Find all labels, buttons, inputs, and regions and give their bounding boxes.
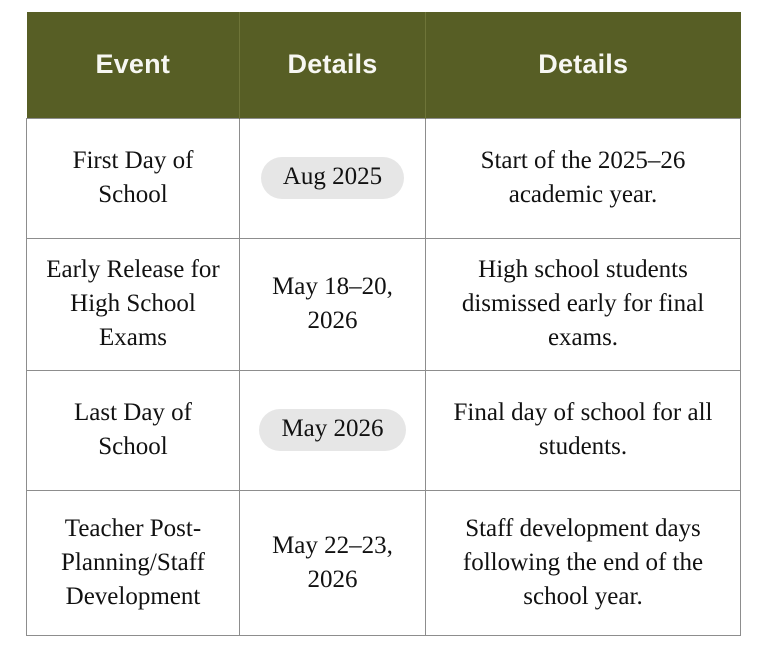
column-header-event: Event [27, 12, 240, 118]
cell-event-date [240, 490, 426, 635]
cell-event-description: Final day of school for all students. [426, 370, 741, 490]
table-header [27, 12, 741, 118]
schedule-table-container [26, 12, 740, 636]
cell-event-date [240, 370, 426, 490]
cell-event-description: Staff development days following the end of the school year. [426, 490, 741, 635]
cell-event-name: Teacher Post-Planning/Staff Development [27, 490, 240, 635]
table-row [27, 238, 741, 370]
table-header-row [27, 12, 741, 118]
cell-event-description: High school students dismissed early for final exams. [426, 238, 741, 370]
cell-event-name: Early Release for High School Exams [27, 238, 240, 370]
date-pill-badge: Aug 2025 [261, 157, 404, 199]
cell-event-date [240, 238, 426, 370]
cell-event-date [240, 118, 426, 238]
date-text: May 18–20, 2026 [272, 273, 393, 334]
school-calendar-table [26, 12, 741, 636]
date-pill-badge: May 2026 [259, 409, 405, 451]
date-text: May 22–23, 2026 [272, 531, 393, 593]
column-header-details-date: Details [240, 12, 426, 118]
table-row [27, 118, 741, 238]
cell-event-name: First Day of School [27, 118, 240, 238]
table-row [27, 490, 741, 635]
cell-event-description: Start of the 2025–26 academic year. [426, 118, 741, 238]
table-row [27, 370, 741, 490]
column-header-details-description: Details [426, 12, 741, 118]
cell-event-name: Last Day of School [27, 370, 240, 490]
table-body [27, 118, 741, 635]
